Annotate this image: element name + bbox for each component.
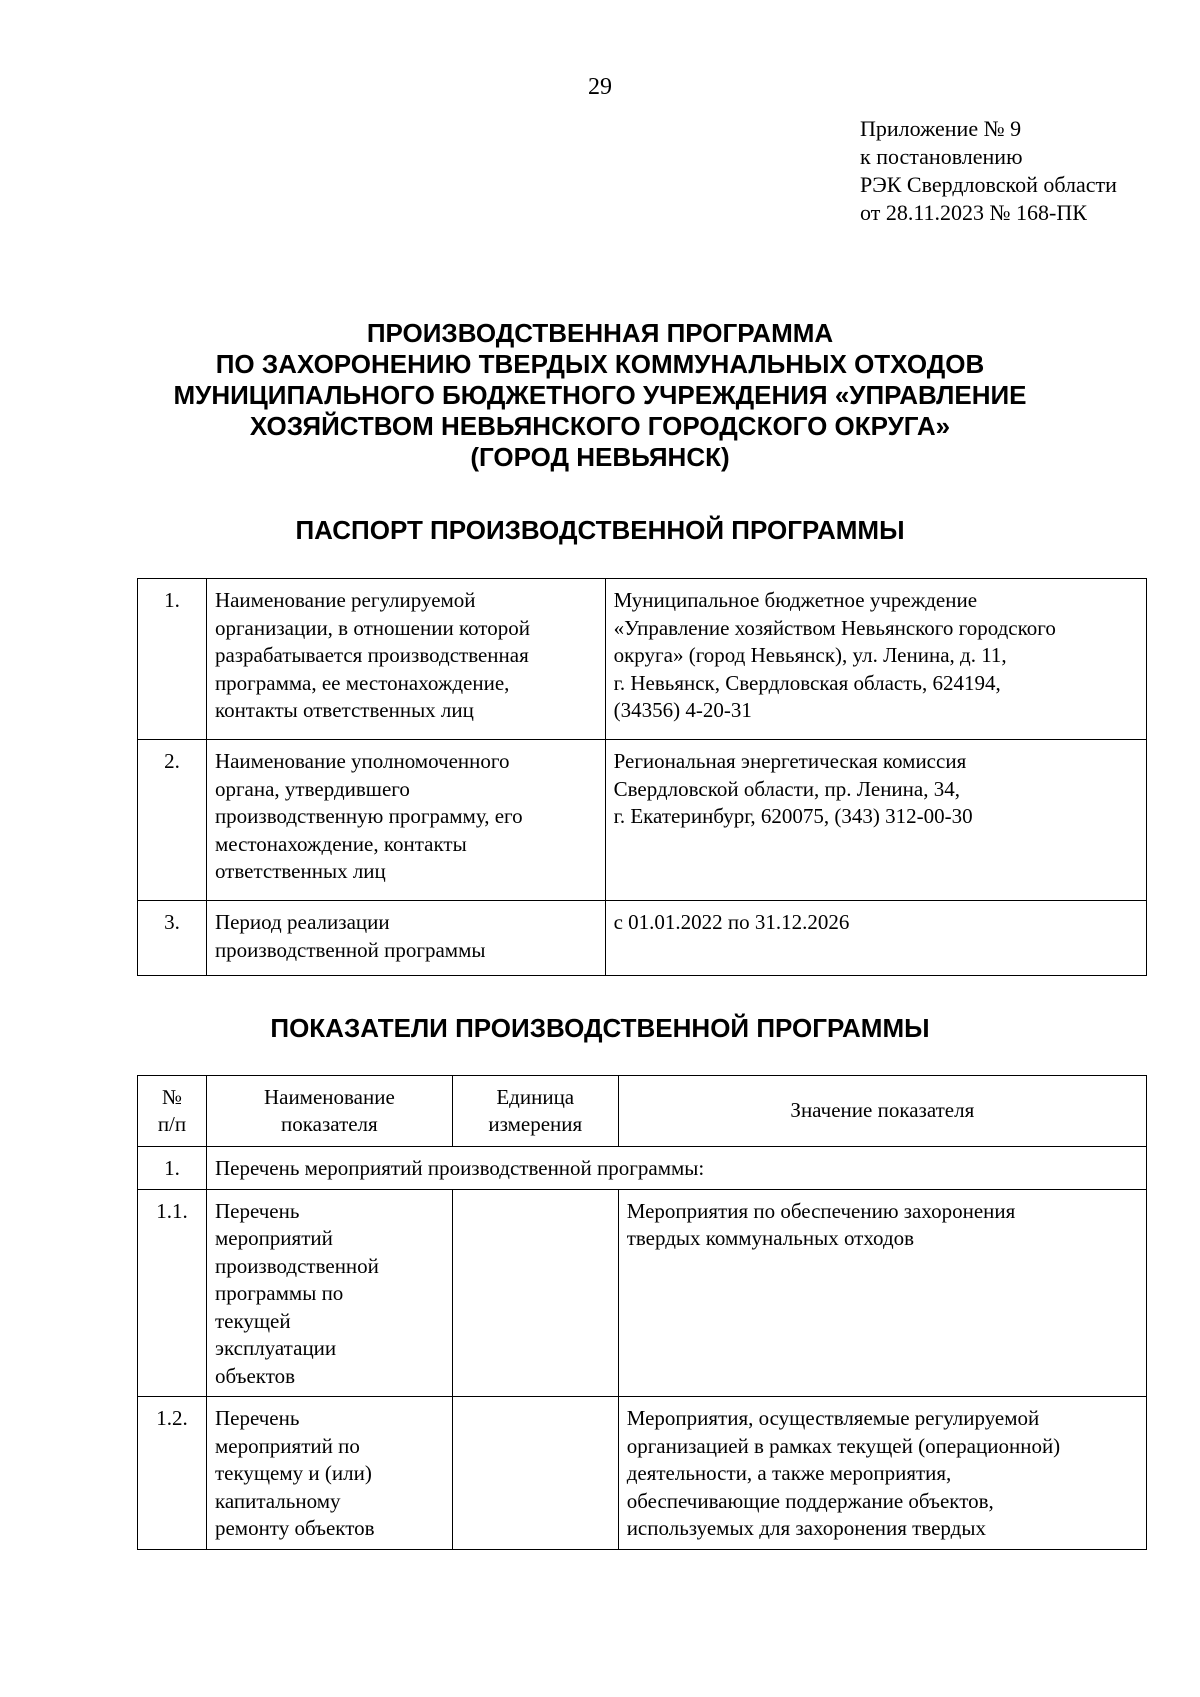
- appendix-block: [860, 115, 1117, 227]
- title-line: МУНИЦИПАЛЬНОГО БЮДЖЕТНОГО УЧРЕЖДЕНИЯ «УПРАВЛЕНИЕ: [173, 380, 1027, 410]
- passport-heading: ПАСПОРТ ПРОИЗВОДСТВЕННОЙ ПРОГРАММЫ: [295, 515, 905, 545]
- row-number: 3.: [138, 901, 207, 976]
- row-label: Наименование регулируемой организации, в отношении которой разрабатывается производственная программа, ее местонахождение, контакты ответственных лиц: [206, 579, 605, 740]
- title-line: ХОЗЯЙСТВОМ НЕВЬЯНСКОГО ГОРОДСКОГО ОКРУГА»: [249, 411, 951, 441]
- appendix-line: РЭК Свердловской области: [860, 172, 1117, 197]
- indicators-heading: ПОКАЗАТЕЛИ ПРОИЗВОДСТВЕННОЙ ПРОГРАММЫ: [270, 1013, 930, 1043]
- page-number: 29: [588, 74, 612, 100]
- column-header-name: Наименование показателя: [206, 1076, 452, 1147]
- row-number: 1.: [138, 579, 207, 740]
- passport-table: [137, 578, 1147, 976]
- indicators-table: [137, 1075, 1147, 1550]
- appendix-line: от 28.11.2023 № 168-ПК: [860, 200, 1087, 225]
- column-header-unit: Единица измерения: [452, 1076, 618, 1147]
- title-line: (ГОРОД НЕВЬЯНСК): [470, 442, 730, 472]
- column-header-number: № п/п: [138, 1076, 207, 1147]
- appendix-line: к постановлению: [860, 144, 1023, 169]
- row-label: Период реализации производственной программы: [206, 901, 605, 976]
- row-value: Муниципальное бюджетное учреждение «Управление хозяйством Невьянского городского округа» (город Невьянск), ул. Ленина, д. 11, г. Невьянск, Свердловская область, 624194, (34356) 4-20-31: [605, 579, 1146, 740]
- section-title: Перечень мероприятий производственной программы:: [206, 1147, 1146, 1190]
- document-title: [0, 318, 1200, 473]
- row-label: Наименование уполномоченного органа, утвердившего производственную программу, его местонахождение, контакты ответственных лиц: [206, 740, 605, 901]
- table-row: [138, 740, 1147, 901]
- row-number: 1.1.: [138, 1189, 207, 1397]
- indicator-value: Мероприятия, осуществляемые регулируемой организацией в рамках текущей (операционной) деятельности, а также мероприятия, обеспечивающие поддержание объектов, используемых для захоронения твердых: [618, 1397, 1146, 1550]
- table-row: [138, 1189, 1147, 1397]
- table-row: [138, 1397, 1147, 1550]
- section-row: [138, 1147, 1147, 1190]
- title-line: ПРОИЗВОДСТВЕННАЯ ПРОГРАММА: [366, 318, 834, 348]
- indicator-unit: [452, 1397, 618, 1550]
- row-value: Региональная энергетическая комиссия Свердловской области, пр. Ленина, 34, г. Екатеринбург, 620075, (343) 312-00-30: [605, 740, 1146, 901]
- indicator-value: Мероприятия по обеспечению захоронения твердых коммунальных отходов: [618, 1189, 1146, 1397]
- column-header-value: Значение показателя: [618, 1076, 1146, 1147]
- row-number: 1.: [138, 1147, 207, 1190]
- title-line: ПО ЗАХОРОНЕНИЮ ТВЕРДЫХ КОММУНАЛЬНЫХ ОТХОДОВ: [215, 349, 985, 379]
- appendix-line: Приложение № 9: [860, 116, 1022, 141]
- table-header-row: [138, 1076, 1147, 1147]
- indicator-unit: [452, 1189, 618, 1397]
- row-value: с 01.01.2022 по 31.12.2026: [605, 901, 1146, 976]
- row-number: 1.2.: [138, 1397, 207, 1550]
- indicator-name: Перечень мероприятий производственной программы по текущей эксплуатации объектов: [206, 1189, 452, 1397]
- table-row: [138, 579, 1147, 740]
- row-number: 2.: [138, 740, 207, 901]
- table-row: [138, 901, 1147, 976]
- indicator-name: Перечень мероприятий по текущему и (или) капитальному ремонту объектов: [206, 1397, 452, 1550]
